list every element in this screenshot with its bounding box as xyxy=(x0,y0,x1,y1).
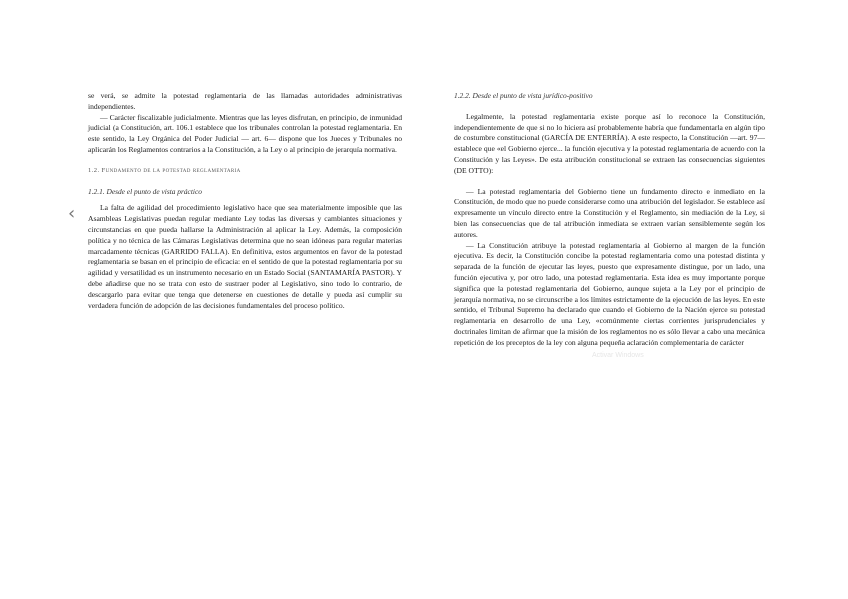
activation-watermark: Activar Windows xyxy=(592,352,644,359)
subsection-heading: 1.2.2. Desde el punto de vista jurídico-positivo xyxy=(454,91,593,100)
right-column xyxy=(454,91,765,349)
paragraph: — Carácter fiscalizable judicialmente. Mientras que las leyes disfrutan, en principio, de inmunidad judicial (a Constitución, art. 106.1 establece que los tribunales controlan la potestad reglamentaria. En este sentido, la Ley Orgánica del Poder Judicial — art. 6— dispone que los Jueces y Tribunales no aplicarán los Reglamentos contrarios a la Constitución, a la Ley o al principio de jerarquía normativa. xyxy=(88,112,402,154)
subsection-heading: 1.2.1. Desde el punto de vista práctico xyxy=(88,186,202,196)
left-column xyxy=(88,91,402,311)
paragraph: — La Constitución atribuye la potestad reglamentaria al Gobierno al margen de la función ejecutiva. Es decir, la Constitución concibe la potestad reglamentaria como una potestad distinta y separada de la función de ejecutar las leyes, puesto que expresamente distingue, por un lado, una función ejecutiva y, por otro lado, una potestad reglamentaria. Esta idea es muy importante porque significa que la potestad reglamentaria del Gobierno, aunque sujeta a la Ley por el principio de jerarquía normativa, no se circunscribe a los límites estrictamente de la ejecución de las leyes. En este sentido, el Tribunal Supremo ha declarado que cuando el Gobierno de la Nación ejerce su potestad reglamentaria en desarrollo de una Ley, «comúnmente ciertas corrientes jurisprudenciales y doctrinales limitan de afirmar que la misión de los reglamentos no es sólo llevar a cabo una mecánica repetición de los preceptos de la ley con alguna pequeña aclaración complementaria de carácter xyxy=(454,240,765,347)
chevron-left-icon[interactable]: ‹ xyxy=(68,203,76,224)
paragraph: se verá, se admite la potestad reglamentaria de las llamadas autoridades administrativas independientes. xyxy=(88,91,402,111)
paragraph: Legalmente, la potestad reglamentaria existe porque así lo reconoce la Constitución, independientemente de que si no lo hiciera así probablemente habría que fundamentarla en algún tipo de costumbre constitucional (GARCÍA DE ENTERRÍA). A este respecto, la Constitución —art. 97— establece que «el Gobierno ejerce... la función ejecutiva y la potestad reglamentaria de acuerdo con la Constitución y las Leyes». De esta atribución constitucional se extraen las consecuencias siguientes (DE OTTO): xyxy=(454,111,765,175)
paragraph: — La potestad reglamentaria del Gobierno tiene un fundamento directo e inmediato en la Constitución, de modo que no puede considerarse como una atribución del legislador. Se establece así expresamente un vínculo directo entre la Constitución y el Reglamento, sin mediación de la Ley, si bien las consecuencias que de tal atribución inmediata se extraen varían sensiblemente según los autores. xyxy=(454,186,765,239)
paragraph: La falta de agilidad del procedimiento legislativo hace que sea materialmente imposible que las Asambleas Legislativas puedan regular mediante Ley todas las diversas y cambiantes situaciones y circunstancias en que pueda hallarse la Administración al aplicar la Ley. Además, la composición política y no técnica de las Cámaras Legislativas determina que no sean idóneas para regular materias marcadamente técnicas (GARRIDO FALLA). En definitiva, estos argumentos en favor de la potestad reglamentaria se basan en el principio de eficacia: en el sentido de que la potestad reglamentaria por su agilidad y versatilidad es un instrumento necesario en un Estado Social (SANTAMARÍA PASTOR). Y debe añadirse que no se trata con esto de sustraer poder al Legislativo, sino todo lo contrario, de descargarlo para evitar que tenga que detenerse en cuestiones de detalle y pueda así cumplir su verdadera función de adopción de las decisiones fundamentales del proceso político. xyxy=(88,203,402,310)
section-heading: 1.2. Fundamento de la potestad reglamentaria xyxy=(88,166,241,174)
